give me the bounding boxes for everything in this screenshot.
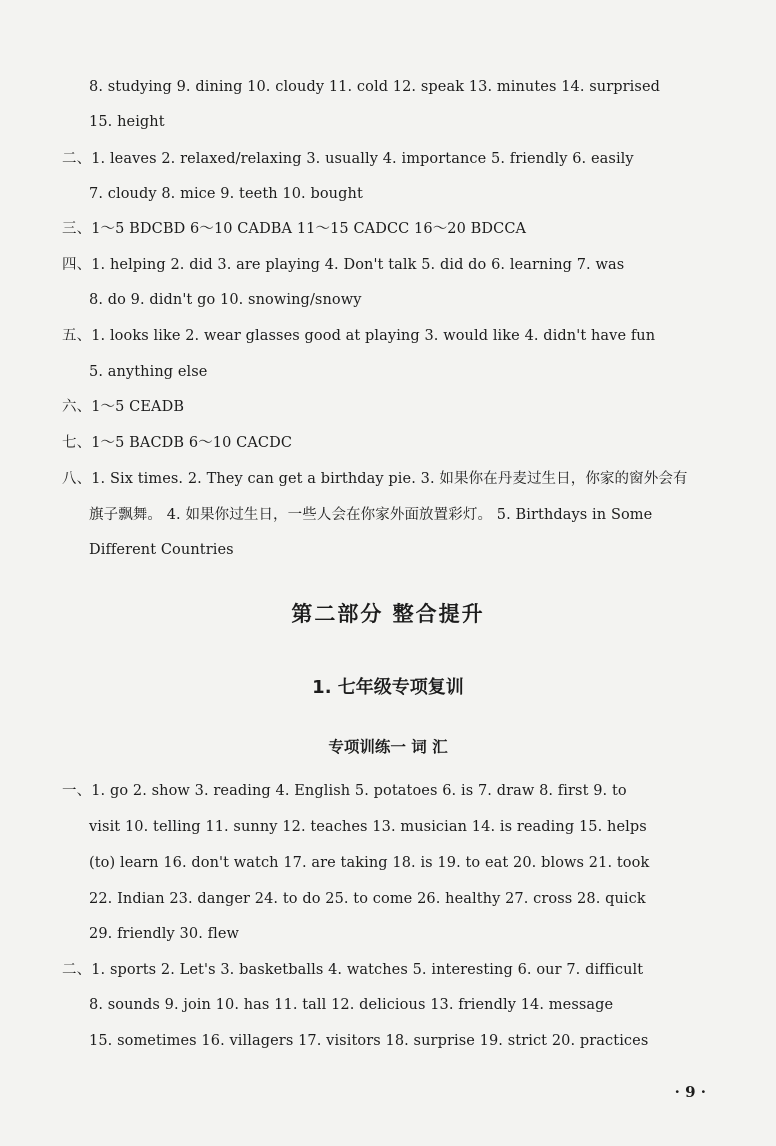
vocab-line-7: 8. sounds 9. join 10. has 11. tall 12. delicious 13. friendly 14. message <box>89 997 614 1013</box>
vocab-line-5: 29. friendly 30. flew <box>89 926 240 942</box>
vocab-line-1: 一、1. go 2. show 3. reading 4. English 5. potatoes 6. is 7. draw 8. first 9. to <box>62 783 627 799</box>
answer-line-9: 5. anything else <box>89 364 208 380</box>
answer-line-14: Different Countries <box>89 542 234 558</box>
part-title: 第二部分 整合提升 <box>291 602 485 626</box>
answer-line-5: 三、1～5 BDCBD 6～10 CADBA 11～15 CADCC 16～20 BDCCA <box>62 221 527 237</box>
vocab-line-2: visit 10. telling 11. sunny 12. teaches 13. musician 14. is reading 15. helps <box>89 819 647 835</box>
answer-line-7: 8. do 9. didn't go 10. snowing/snowy <box>89 292 362 308</box>
answer-line-8: 五、1. looks like 2. wear glasses good at playing 3. would like 4. didn't have fun <box>62 328 656 344</box>
vocab-line-8: 15. sometimes 16. villagers 17. visitors 18. surprise 19. strict 20. practices <box>89 1033 649 1049</box>
answer-line-4: 7. cloudy 8. mice 9. teeth 10. bought <box>89 186 363 202</box>
answer-line-6: 四、1. helping 2. did 3. are playing 4. Don't talk 5. did do 6. learning 7. was <box>62 257 625 273</box>
subsection-title: 专项训练一 词 汇 <box>328 738 448 756</box>
answer-line-1: 8. studying 9. dining 10. cloudy 11. cold 12. speak 13. minutes 14. surprised <box>89 79 661 95</box>
answer-line-2: 15. height <box>89 114 165 130</box>
answer-line-12: 八、1. Six times. 2. They can get a birthday pie. 3. 如果你在丹麦过生日，你家的窗外会有 <box>62 471 688 487</box>
vocab-line-4: 22. Indian 23. danger 24. to do 25. to come 26. healthy 27. cross 28. quick <box>89 891 646 907</box>
answer-line-10: 六、1～5 CEADB <box>62 399 185 415</box>
vocab-line-3: (to) learn 16. don't watch 17. are taking 18. is 19. to eat 20. blows 21. took <box>89 855 650 871</box>
section-title: 1. 七年级专项复训 <box>312 677 464 698</box>
vocab-line-6: 二、1. sports 2. Let's 3. basketballs 4. watches 5. interesting 6. our 7. difficult <box>62 962 644 978</box>
answer-line-11: 七、1～5 BACDB 6～10 CACDC <box>62 435 293 451</box>
answer-line-13: 旗子飘舞。 4. 如果你过生日，一些人会在你家外面放置彩灯。 5. Birthdays in Some <box>89 507 653 523</box>
answer-line-3: 二、1. leaves 2. relaxed/relaxing 3. usually 4. importance 5. friendly 6. easily <box>62 151 634 167</box>
page-number: · 9 · <box>674 1083 706 1101</box>
